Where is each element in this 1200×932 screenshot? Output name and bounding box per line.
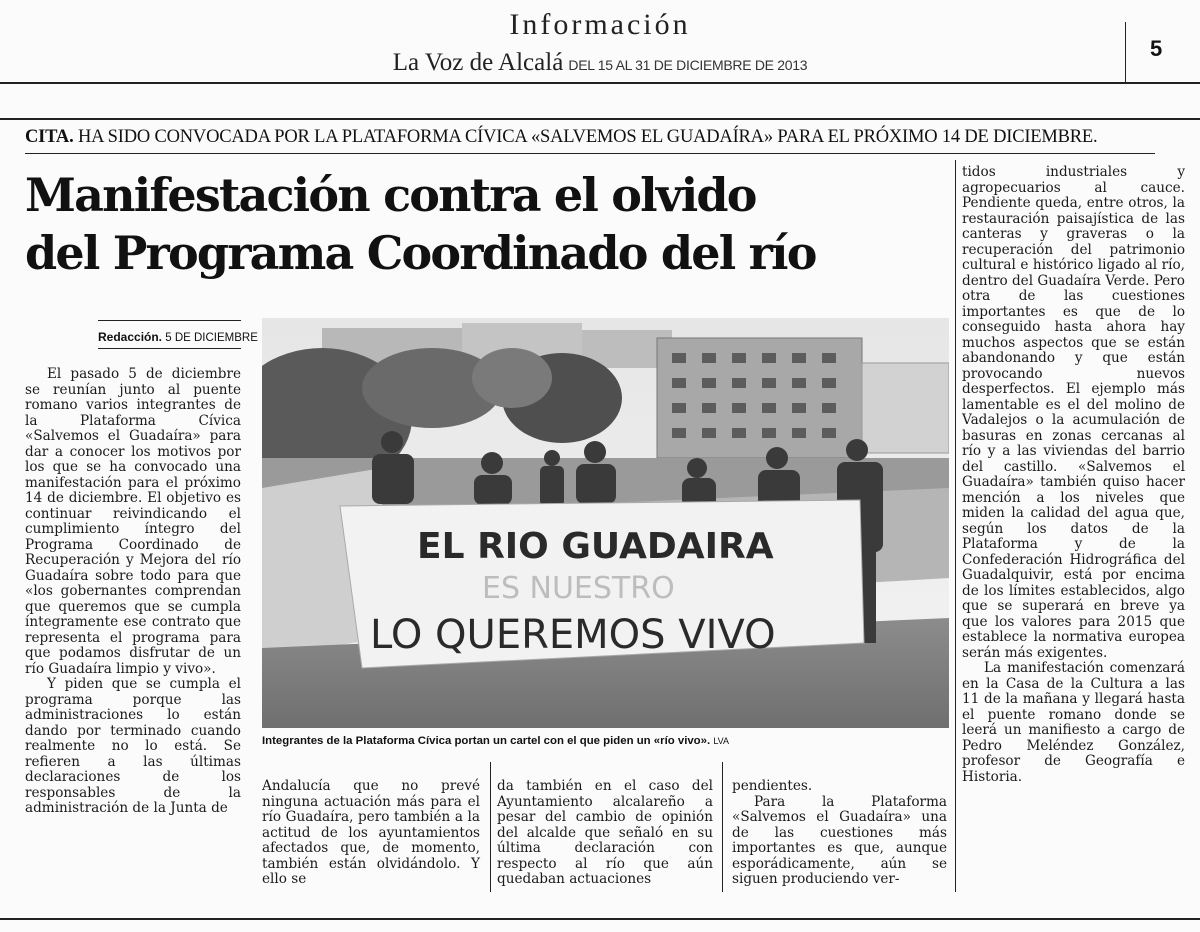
byline-author: Redacción. [98, 330, 163, 344]
footer-rule [0, 918, 1200, 920]
kicker-text: HA SIDO CONVOCADA POR LA PLATAFORMA CÍVICA «SALVEMOS EL GUADAÍRA» PARA EL PRÓXIMO 14 DE DICIEMBRE. [77, 127, 1098, 147]
section-title: Información [509, 8, 691, 41]
banner-text-line2: ES NUESTRO [482, 571, 675, 606]
paper-name: La Voz de Alcalá [392, 49, 564, 76]
page-number: 5 [1150, 36, 1163, 61]
kicker-label: CITA. [25, 127, 74, 147]
photo-caption [262, 735, 949, 747]
kicker-bottom-rule [25, 153, 1155, 154]
byline [98, 330, 258, 344]
article-column-2 [262, 779, 480, 888]
article-column-1 [25, 367, 241, 817]
header-divider [1125, 22, 1126, 82]
headline-line1: Manifestación contra el olvido [25, 168, 756, 222]
byline-bottom-rule [98, 348, 241, 349]
headline [25, 166, 955, 282]
kicker-top-rule [0, 118, 1200, 120]
column-rule [955, 160, 956, 892]
column-rule [722, 762, 723, 892]
article-photo [262, 318, 949, 728]
column-rule [490, 762, 491, 892]
banner-text-line1: EL RIO GUADAIRA [417, 526, 774, 567]
byline-top-rule [98, 320, 241, 321]
article-column-3 [497, 779, 713, 888]
paragraph: da también en el caso del Ayuntamiento alcalareño a pesar del cambio de opinión del alcalde que señaló en su última declaración con respecto al río que aún quedaban actuaciones [497, 778, 713, 887]
paragraph: Para la Plataforma «Salvemos el Guadaíra» una de las cuestiones más importantes es que, aunque esporádicamente, aún se siguen produciendo ver- [732, 793, 947, 887]
paragraph: pendientes. [732, 778, 813, 794]
masthead [0, 49, 1200, 77]
kicker [25, 127, 1185, 148]
banner-text-line3: LO QUEREMOS VIVO [370, 612, 776, 658]
paragraph: Y piden que se cumpla el programa porque las administraciones lo están dando por terminado cuando realmente no lo está. Se refieren a las últimas declaraciones de los responsables de la administración de la Junta de [25, 676, 241, 816]
header-rule [0, 82, 1200, 84]
paragraph: tidos industriales y agropecuarios al cauce. Pendiente queda, entre otros, la restauración paisajística de las canteras y graveras o la recuperación del patrimonio cultural e histórico ligado al río, dentro del Guadaíra Verde. Pero otra de las cuestiones importantes es que de lo conseguido hasta ahora hay muchos aspectos que se están abandonando y que están provocando nuevos desperfectos. El ejemplo más lamentable es el del molino de Vadalejos o la acumulación de basuras en zonas cercanas al río y a las viviendas del barrio del castillo. «Salvemos el Guadaíra» también quiso hacer mención a los niveles que miden la calidad del agua que, según los datos de la Plataforma y de la Confederación Hidrográfica del Guadalquivir, está por encima de los límites establecidos, algo que se superará en breve ya que los valores para 2015 que establece la normativa europea serán más exigentes. [962, 164, 1185, 661]
paragraph: Andalucía que no prevé ninguna actuación más para el río Guadaíra, pero también a la actitud de los ayuntamientos afectados que, de momento, también están olvidándolo. Y ello se [262, 778, 480, 887]
article-column-5 [962, 165, 1185, 785]
photo-credit: LVA [713, 736, 730, 746]
headline-line2: del Programa Coordinado del río [25, 226, 816, 280]
article-column-4 [732, 779, 947, 888]
paper-date: DEL 15 AL 31 DE DICIEMBRE DE 2013 [568, 57, 808, 73]
caption-text: Integrantes de la Plataforma Cívica portan un cartel con el que piden un «río vivo». [262, 735, 711, 747]
paragraph: La manifestación comenzará en la Casa de la Cultura a las 11 de la mañana y llegará hasta el puente romano donde se leerá un manifiesto a cargo de Pedro Meléndez González, profesor de Geografía e Historia. [962, 660, 1185, 785]
photo-scene [262, 318, 949, 728]
byline-date: 5 DE DICIEMBRE [165, 332, 258, 344]
paragraph: El pasado 5 de diciembre se reunían junto al puente romano varios integrantes de la Plataforma Cívica «Salvemos el Guadaíra» para dar a conocer los motivos por los que se ha convocado una manifestación para el próximo 14 de diciembre. El objetivo es continuar reivindicando el cumplimiento íntegro del Programa Coordinado de Recuperación y Mejora del río Guadaíra sobre todo para que «los gobernantes comprendan que queremos que se cumpla íntegramente ese contrato que representa el programa para que podamos disfrutar de un río Guadaíra limpio y vivo». [25, 366, 241, 677]
